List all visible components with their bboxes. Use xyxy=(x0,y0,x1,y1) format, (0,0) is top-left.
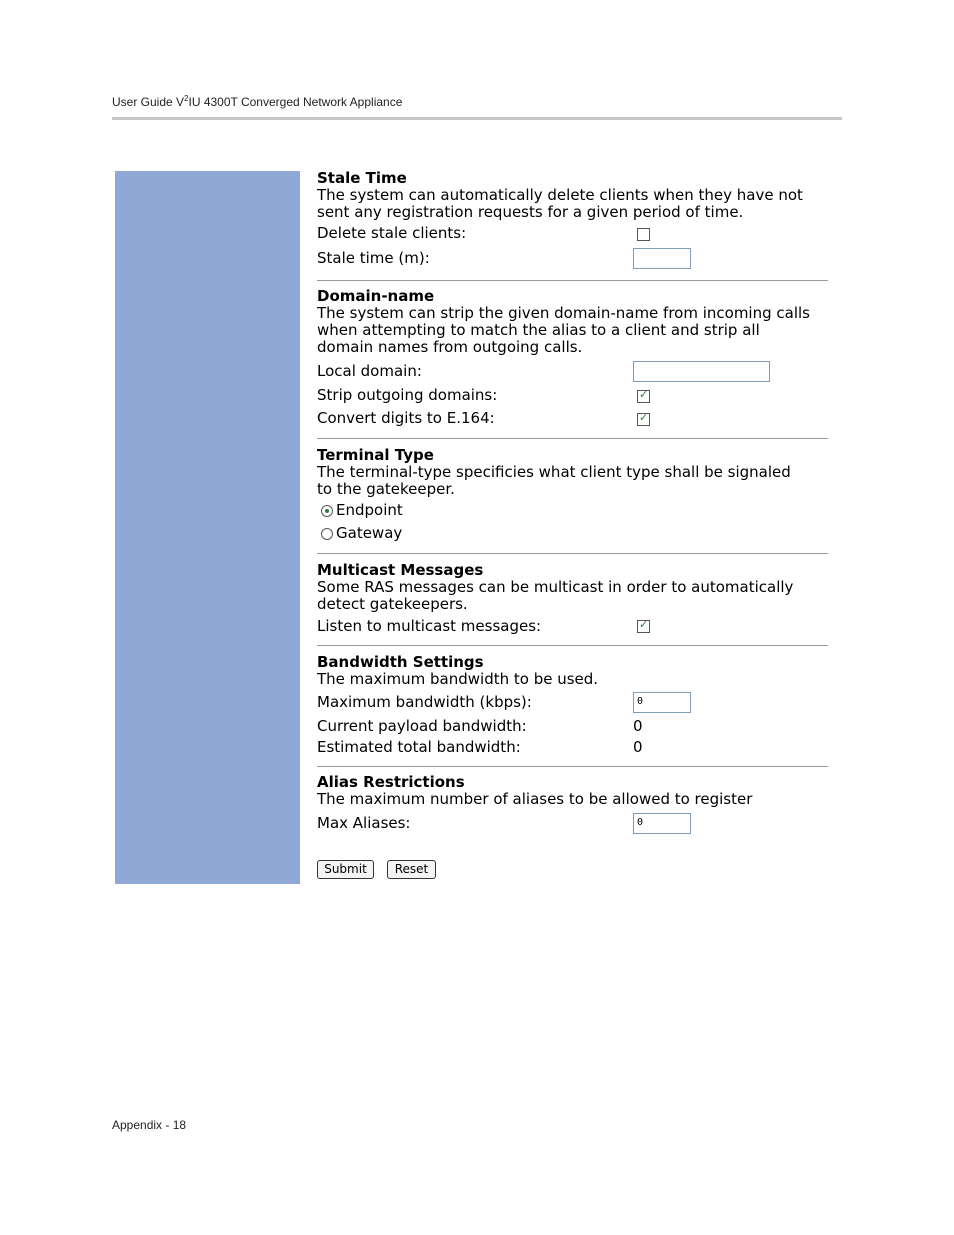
section-divider xyxy=(317,438,828,439)
sidebar-panel xyxy=(115,171,300,884)
header-text-b: IU 4300T Converged Network Appliance xyxy=(188,95,403,109)
max-aliases-input[interactable]: 0 xyxy=(633,813,691,834)
listen-multicast-label: Listen to multicast messages: xyxy=(317,617,542,635)
reset-button[interactable]: Reset xyxy=(387,860,436,879)
current-payload-value: 0 xyxy=(633,717,643,735)
multicast-desc-line2: detect gatekeepers. xyxy=(317,595,468,613)
estimated-total-label: Estimated total bandwidth: xyxy=(317,738,521,756)
stale-time-desc-line1: The system can automatically delete clients when they have not xyxy=(317,186,803,204)
domain-desc-line3: domain names from outgoing calls. xyxy=(317,338,583,356)
domain-desc-line1: The system can strip the given domain-name from incoming calls xyxy=(317,304,810,322)
delete-stale-label: Delete stale clients: xyxy=(317,224,467,242)
convert-digits-label: Convert digits to E.164: xyxy=(317,409,495,427)
check-mark-icon: ✓ xyxy=(639,388,649,401)
section-divider xyxy=(317,280,828,281)
document-header xyxy=(112,94,402,109)
endpoint-label[interactable]: Endpoint xyxy=(336,501,403,519)
alias-heading: Alias Restrictions xyxy=(317,773,465,791)
stale-time-desc-line2: sent any registration requests for a given period of time. xyxy=(317,203,744,221)
header-divider xyxy=(112,117,842,120)
domain-desc-line2: when attempting to match the alias to a client and strip all xyxy=(317,321,760,339)
multicast-heading: Multicast Messages xyxy=(317,561,484,579)
max-aliases-label: Max Aliases: xyxy=(317,814,411,832)
bandwidth-desc: The maximum bandwidth to be used. xyxy=(317,670,599,688)
current-payload-label: Current payload bandwidth: xyxy=(317,717,527,735)
max-bandwidth-input[interactable]: 0 xyxy=(633,692,691,713)
multicast-desc-line1: Some RAS messages can be multicast in order to automatically xyxy=(317,578,794,596)
page-footer: Appendix - 18 xyxy=(112,1118,187,1132)
header-text-a: User Guide V xyxy=(112,95,185,109)
endpoint-radio[interactable] xyxy=(321,505,333,517)
terminal-type-heading: Terminal Type xyxy=(317,446,434,464)
listen-multicast-checkbox[interactable] xyxy=(637,620,650,633)
strip-outgoing-label: Strip outgoing domains: xyxy=(317,386,498,404)
gateway-radio[interactable] xyxy=(321,528,333,540)
local-domain-label: Local domain: xyxy=(317,362,422,380)
estimated-total-value: 0 xyxy=(633,738,643,756)
submit-button[interactable]: Submit xyxy=(317,860,374,879)
stale-time-heading: Stale Time xyxy=(317,169,407,187)
convert-digits-checkbox[interactable] xyxy=(637,413,650,426)
stale-time-input[interactable] xyxy=(633,248,691,269)
header-superscript: 2 xyxy=(184,94,189,103)
alias-desc: The maximum number of aliases to be allowed to register xyxy=(317,790,753,808)
section-divider xyxy=(317,645,828,646)
terminal-desc-line2: to the gatekeeper. xyxy=(317,480,455,498)
radio-selected-dot xyxy=(325,509,329,513)
strip-outgoing-checkbox[interactable] xyxy=(637,390,650,403)
max-bandwidth-label: Maximum bandwidth (kbps): xyxy=(317,693,532,711)
stale-time-label: Stale time (m): xyxy=(317,249,430,267)
bandwidth-heading: Bandwidth Settings xyxy=(317,653,484,671)
domain-name-heading: Domain-name xyxy=(317,287,435,305)
check-mark-icon: ✓ xyxy=(639,411,649,424)
section-divider xyxy=(317,766,828,767)
gateway-label[interactable]: Gateway xyxy=(336,524,403,542)
section-divider xyxy=(317,553,828,554)
check-mark-icon: ✓ xyxy=(639,618,649,631)
delete-stale-checkbox[interactable] xyxy=(637,228,650,241)
local-domain-input[interactable] xyxy=(633,361,770,382)
terminal-desc-line1: The terminal-type specificies what client type shall be signaled xyxy=(317,463,791,481)
